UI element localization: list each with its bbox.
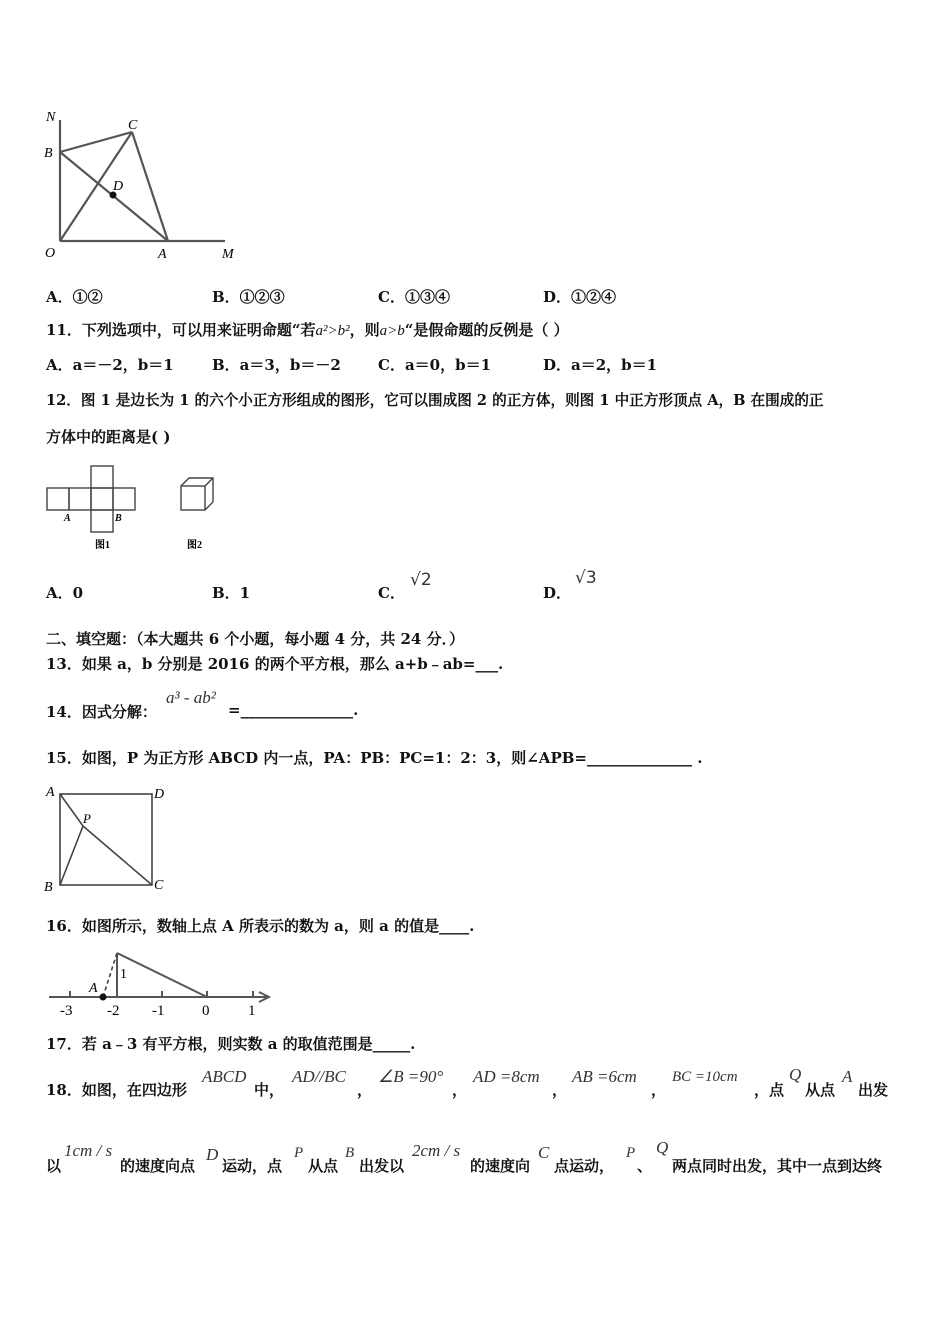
q18-speed-1: 1cm / s xyxy=(64,1141,113,1160)
figure-q12-net xyxy=(44,462,144,552)
q16-stem: 16．如图所示，数轴上点 A 所表示的数为 a，则 a 的值是____. xyxy=(46,917,475,935)
q18-l2-t4: 出发以 xyxy=(359,1157,405,1175)
q18-point-a: A xyxy=(842,1067,853,1086)
q11-option-d: D．a＝2，b＝1 xyxy=(543,356,658,374)
q18-l2-t6: 点运动， xyxy=(554,1157,615,1175)
segment-PC xyxy=(83,826,152,885)
q18-congdian: 从点 xyxy=(805,1081,836,1099)
label-A: A xyxy=(46,785,55,800)
q12-option-c-prefix: C． xyxy=(378,584,405,602)
q14-expression: a³ - ab² xyxy=(166,688,216,707)
q18-cond-bc: BC =10cm xyxy=(672,1069,738,1085)
q11-text-post: “是假命题的反例是（ ） xyxy=(404,321,569,339)
q18-l2-t5: 的速度向 xyxy=(470,1157,531,1175)
q18-comma-1: ， xyxy=(357,1081,373,1099)
q18-cond-ab: AB =6cm xyxy=(572,1067,637,1086)
label-B: B xyxy=(44,880,53,895)
label-O: O xyxy=(45,246,56,261)
q18-point-b: B xyxy=(345,1145,355,1161)
q18-l2-t1: 的速度向点 xyxy=(120,1157,196,1175)
tick-one: 1 xyxy=(248,1003,256,1019)
q18-comma-3: ， xyxy=(552,1081,568,1099)
q10-option-a: A．①② xyxy=(46,288,103,306)
net-label-A: A xyxy=(64,513,71,524)
q11-text-pre: 11．下列选项中，可以用来证明命题“若 xyxy=(46,321,316,339)
net-label-B: B xyxy=(115,513,122,524)
q18-point-q: Q xyxy=(789,1065,802,1084)
arc-dashed xyxy=(103,953,117,997)
q12-option-b: B．1 xyxy=(212,584,251,602)
q12-option-d-value: √3 xyxy=(575,568,597,588)
q18-l2-yi: 以 xyxy=(46,1157,62,1175)
tick-zero: 0 xyxy=(202,1003,210,1019)
q14-prefix: 14．因式分解： xyxy=(46,703,157,721)
q18-comma-4: ， xyxy=(651,1081,667,1099)
q15-stem: 15．如图，P 为正方形 ABCD 内一点，PA：PB：PC=1：2：3，则∠APB=______________ . xyxy=(46,749,703,767)
q11-option-c: C．a＝0，b＝1 xyxy=(378,356,492,374)
segment-PB xyxy=(60,826,83,885)
figure-q15 xyxy=(40,780,175,895)
q12-option-d-prefix: D． xyxy=(543,584,572,602)
label-A: A xyxy=(89,981,98,996)
label-D: D xyxy=(113,179,124,194)
q18-cond-angle-b: ∠B =90° xyxy=(378,1067,444,1086)
q18-point-p: P xyxy=(294,1145,304,1161)
q12-option-c-value: √2 xyxy=(410,570,432,590)
q18-point-q2: Q xyxy=(656,1138,669,1157)
q18-cond-ad: AD =8cm xyxy=(473,1067,540,1086)
q18-comma-2: ， xyxy=(452,1081,468,1099)
q11-text-mid: ，则 xyxy=(349,321,380,339)
label-M: M xyxy=(222,247,234,262)
q17-stem: 17．若 a﹣3 有平方根，则实数 a 的取值范围是_____. xyxy=(46,1035,416,1053)
label-B: B xyxy=(44,146,53,161)
label-D: D xyxy=(154,787,165,802)
label-A: A xyxy=(158,247,167,262)
q11-option-a: A．a＝－2，b＝1 xyxy=(46,356,174,374)
q12-stem-line2: 方体中的距离是( ) xyxy=(46,428,171,446)
q12-stem-line1: 12．图 1 是边长为 1 的六个小正方形组成的图形，它可以围成图 2 的正方体，则图 1 中正方形顶点 A，B 在围成的正 xyxy=(46,392,824,409)
q18-prefix: 18．如图，在四边形 xyxy=(46,1081,187,1099)
q12-option-d xyxy=(543,582,571,603)
q18-point-d: D xyxy=(206,1145,219,1164)
q11-conclusion: a>b xyxy=(379,323,405,339)
hypotenuse xyxy=(117,953,207,997)
label-one: 1 xyxy=(120,967,127,982)
q18-speed-2: 2cm / s xyxy=(412,1141,461,1160)
q18-point-c: C xyxy=(538,1143,550,1162)
tick-minus2: -2 xyxy=(107,1003,120,1019)
figure-q10 xyxy=(40,105,250,265)
q11-option-b: B．a＝3，b＝－2 xyxy=(212,356,341,374)
point-A xyxy=(100,994,107,1001)
q18-l2-t7: 两点同时出发，其中一点到达终 xyxy=(672,1157,883,1175)
label-C: C xyxy=(154,878,164,893)
fig1-caption: 图1 xyxy=(95,540,110,551)
label-P: P xyxy=(83,811,91,826)
q18-l2-t2: 运动，点 xyxy=(222,1157,283,1175)
q13-stem: 13．如果 a，b 分别是 2016 的两个平方根，那么 a+b﹣ab=___. xyxy=(46,655,504,673)
q12-option-c xyxy=(378,582,405,603)
segment-PA xyxy=(60,794,83,826)
q18-point-p2: P xyxy=(626,1145,636,1161)
fig2-caption: 图2 xyxy=(187,540,202,551)
label-C: C xyxy=(128,118,138,133)
section-2-heading: 二、填空题：（本大题共 6 个小题，每小题 4 分，共 24 分．） xyxy=(46,630,465,648)
q10-option-d: D．①②④ xyxy=(543,288,617,306)
q12-option-a: A．0 xyxy=(46,584,84,602)
q14-answer-blank: =_______________. xyxy=(228,701,359,719)
tick-minus3: -3 xyxy=(60,1003,73,1019)
q10-option-c: C．①③④ xyxy=(378,288,450,306)
q11-condition: a²>b² xyxy=(315,323,350,339)
segment-CA xyxy=(132,132,168,241)
figure-q12-cube xyxy=(175,472,225,552)
label-N: N xyxy=(46,110,56,125)
figure-q16-number-line xyxy=(45,945,275,1020)
tick-minus1: -1 xyxy=(152,1003,165,1019)
q18-abcd: ABCD xyxy=(202,1067,247,1086)
q18-dian: ，点 xyxy=(754,1081,785,1099)
q18-dun: 、 xyxy=(637,1157,653,1175)
q18-cond-ad-parallel-bc: AD//BC xyxy=(292,1067,346,1086)
q18-l2-t3: 从点 xyxy=(308,1157,339,1175)
q11-stem xyxy=(46,319,569,340)
q10-option-b: B．①②③ xyxy=(212,288,285,306)
q18-zhong: 中， xyxy=(254,1081,285,1099)
q18-chufa: 出发 xyxy=(858,1081,889,1099)
